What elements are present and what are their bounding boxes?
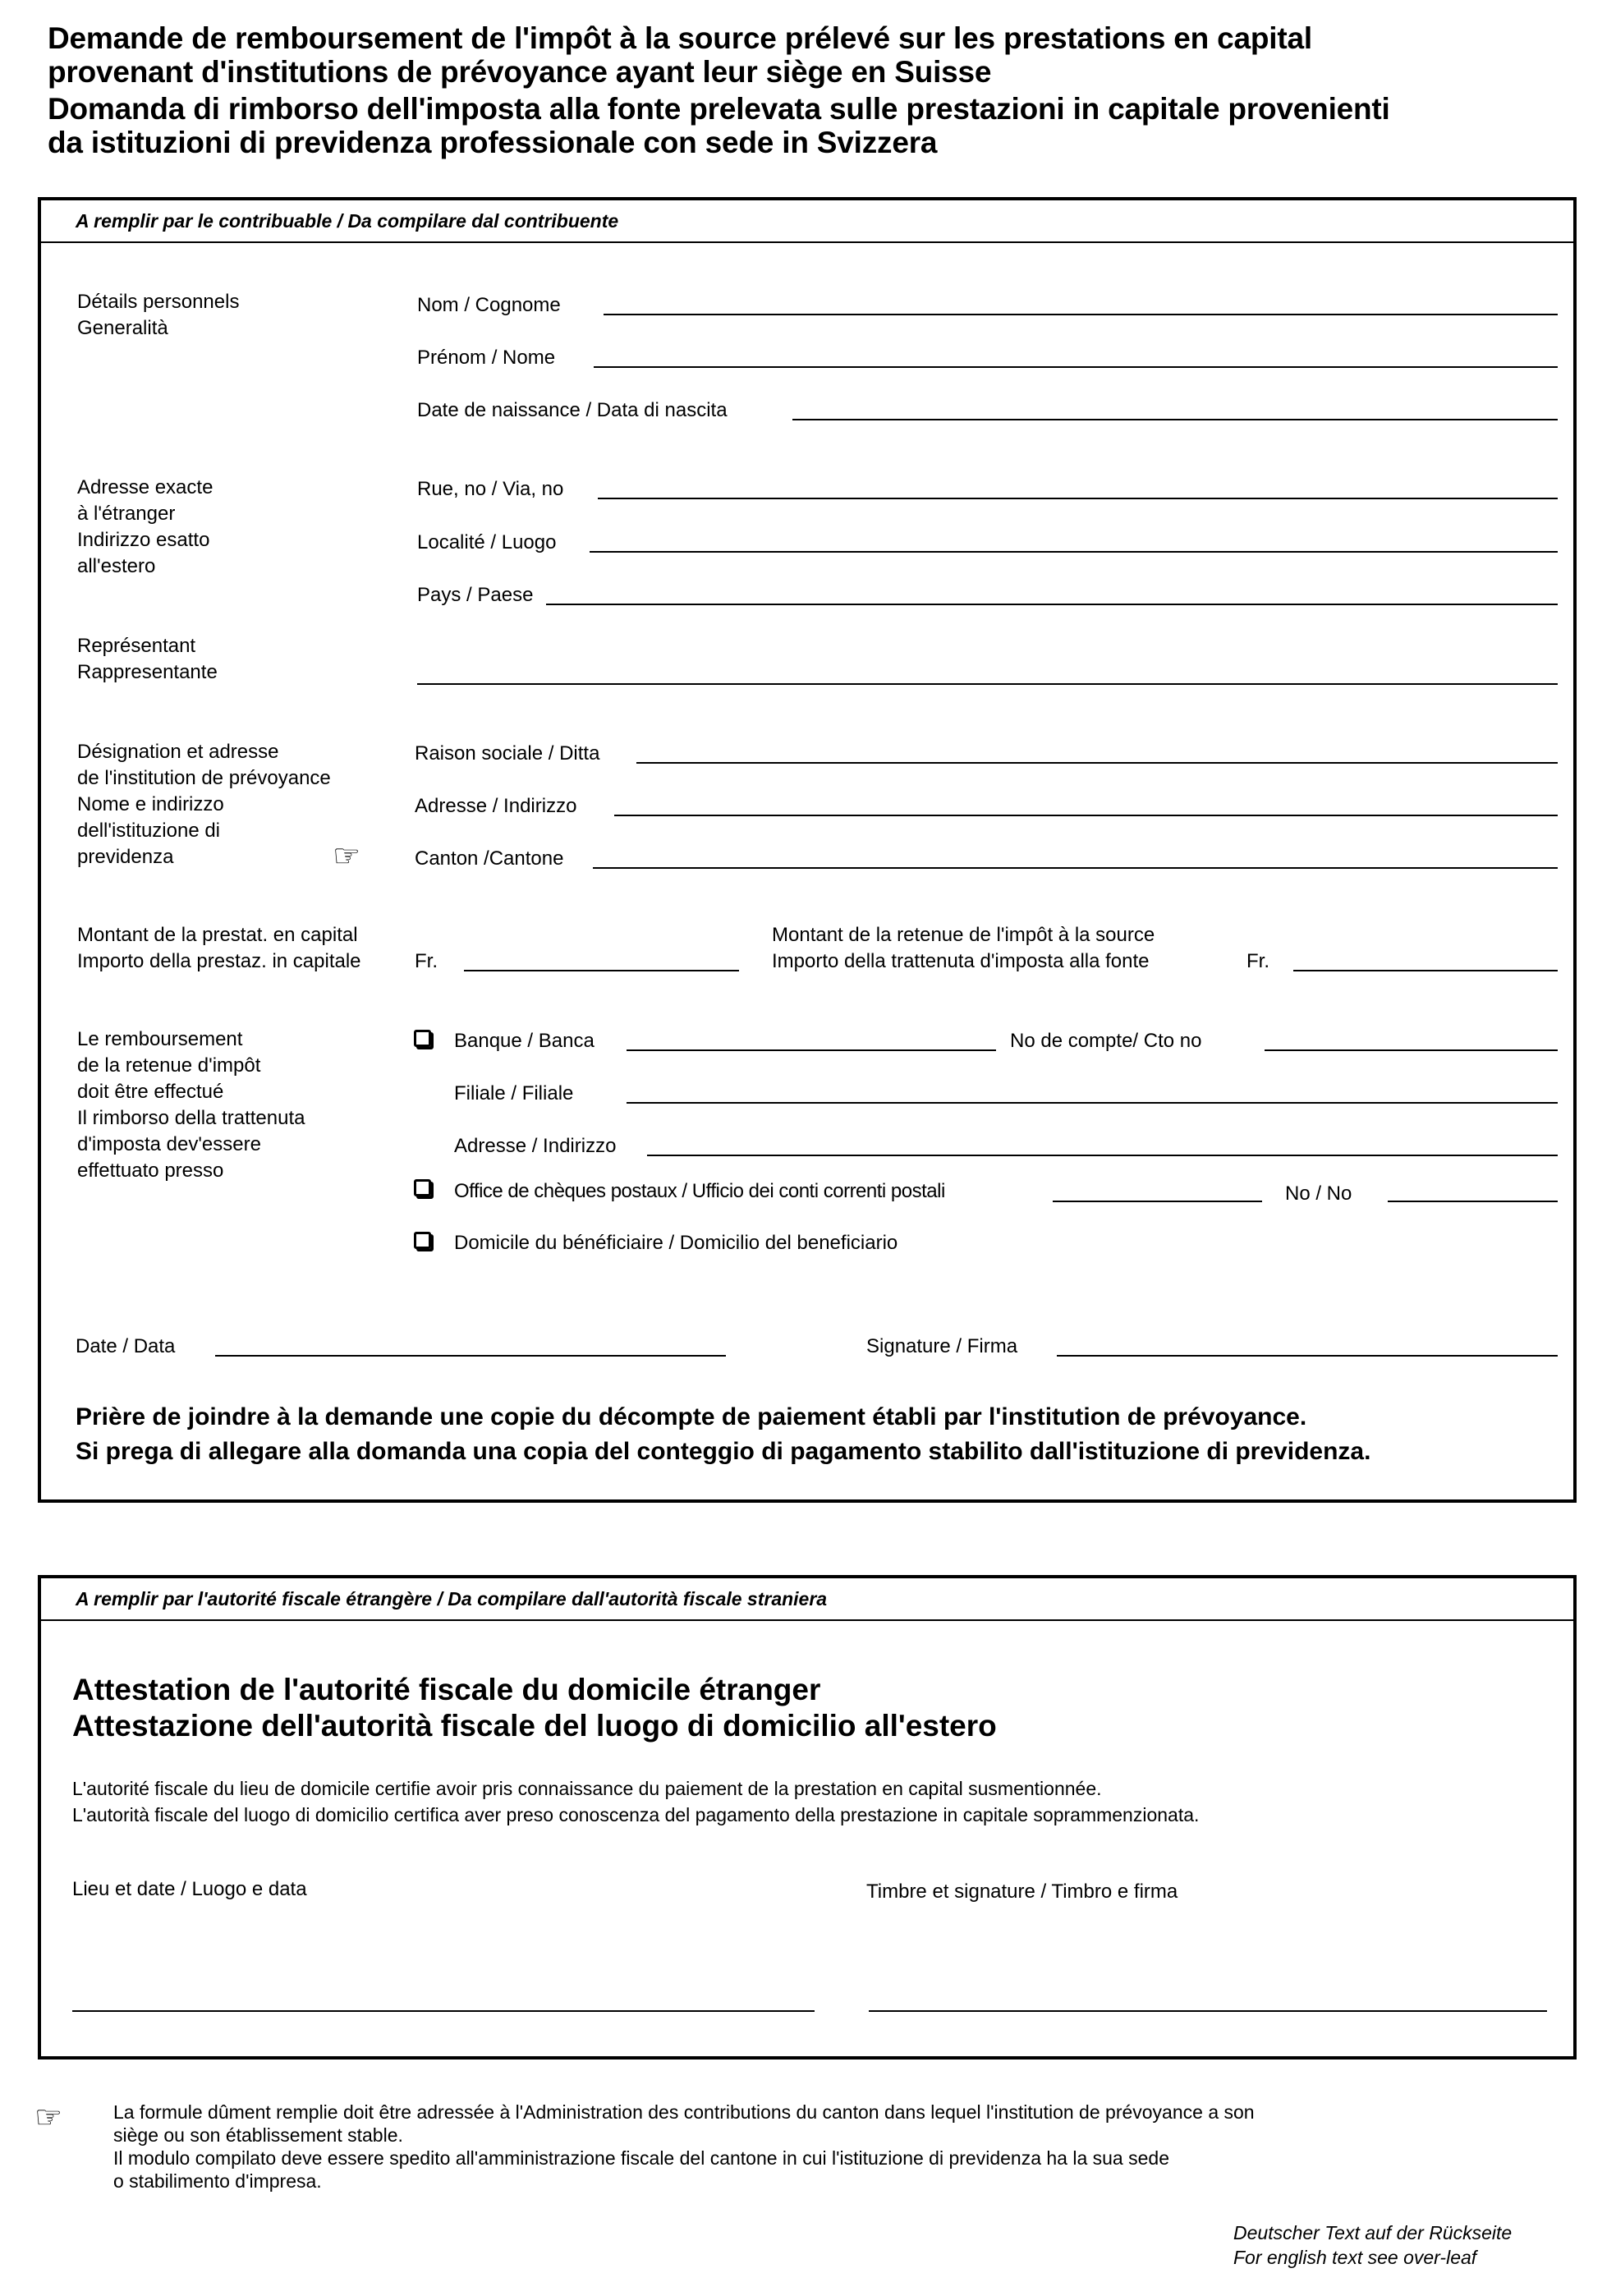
bank-label: Banque / Banca <box>454 1030 595 1052</box>
footer-it-line2: o stabilimento d'impresa. <box>113 2170 322 2192</box>
refund-label: Le remboursement de la retenue d'impôt doit être effectué Il rimborso della trattenuta d'imposta dev'essere effettuato presso <box>77 1028 305 1182</box>
representative-field[interactable] <box>417 683 1558 685</box>
attestation-text-fr: L'autorité fiscale du lieu de domicile certifie avoir pris connaissance du paiement de la prestation en capital susmentionnée. <box>72 1778 1102 1799</box>
account-label: No de compte/ Cto no <box>1010 1030 1202 1052</box>
form-title <box>48 21 1390 159</box>
attestation-title-it: Attestazione dell'autorità fiscale del luogo di domicilio all'estero <box>72 1709 997 1743</box>
tax-amount-field[interactable] <box>1293 970 1558 971</box>
tax-amount-label: Montant de la retenue de l'impôt à la source Importo della trattenuta d'imposta alla fonte <box>772 924 1155 972</box>
english-text-note: For english text see over-leaf <box>1233 2247 1477 2268</box>
canton-field[interactable] <box>593 867 1558 869</box>
country-label: Pays / Paese <box>417 584 534 606</box>
german-text-note: Deutscher Text auf der Rückseite <box>1233 2222 1513 2243</box>
stamp-signature-label: Timbre et signature / Timbro e firma <box>866 1880 1178 1903</box>
locality-label: Localité / Luogo <box>417 531 557 553</box>
attachment-note-fr: Prière de joindre à la demande une copie du décompte de paiement établi par l'institution de prévoyance. <box>76 1403 1307 1430</box>
domicile-label: Domicile du bénéficiaire / Domicilio del beneficiario <box>454 1232 898 1254</box>
footer-fr-line2: siège ou son établissement stable. <box>113 2124 403 2146</box>
street-label: Rue, no / Via, no <box>417 478 564 500</box>
stamp-signature-field[interactable] <box>869 2010 1547 2012</box>
taxpayer-section-header-text: A remplir par le contribuable / Da compilare dal contribuente <box>76 210 619 232</box>
domicile-checkbox[interactable] <box>414 1232 431 1249</box>
personal-details-label: Détails personnels Generalità <box>77 291 240 339</box>
tax-currency: Fr. <box>1246 950 1269 972</box>
bank-field[interactable] <box>627 1049 996 1051</box>
name-field[interactable] <box>604 314 1558 315</box>
institution-label: Désignation et adresse de l'institution de prévoyance Nome e indirizzo dell'istituzione di previdenza <box>77 741 331 868</box>
bank-checkbox[interactable] <box>414 1030 431 1047</box>
title-it-line1: Domanda di rimborso dell'imposta alla fonte prelevata sulle prestazioni in capitale provenienti <box>48 92 1390 126</box>
capital-amount-field[interactable] <box>464 970 739 971</box>
title-fr-line1: Demande de remboursement de l'impôt à la source prélevé sur les prestations en capital <box>48 21 1312 55</box>
firstname-label: Prénom / Nome <box>417 347 556 369</box>
company-label: Raison sociale / Ditta <box>415 742 600 765</box>
attestation-title-fr: Attestation de l'autorité fiscale du domicile étranger <box>72 1673 821 1706</box>
footer-fr-line1: La formule dûment remplie doit être adressée à l'Administration des contributions du canton dans lequel l'institution de prévoyance a son <box>113 2101 1255 2123</box>
pointing-hand-icon: ☞ <box>333 839 361 874</box>
representative-label: Représentant Rappresentante <box>77 635 218 683</box>
capital-amount-label: Montant de la prestat. en capital Importo della prestaz. in capitale <box>77 924 361 972</box>
date-label: Date / Data <box>76 1335 176 1357</box>
attachment-note-it: Si prega di allegare alla domanda una copia del conteggio di pagamento stabilito dall'istituzione di previdenza. <box>76 1438 1371 1465</box>
signature-label: Signature / Firma <box>866 1335 1018 1357</box>
account-field[interactable] <box>1265 1049 1558 1051</box>
date-field[interactable] <box>215 1355 726 1357</box>
postal-checkbox[interactable] <box>414 1179 431 1196</box>
bank-address-field[interactable] <box>647 1155 1558 1156</box>
firstname-field[interactable] <box>594 366 1558 368</box>
bank-address-label: Adresse / Indirizzo <box>454 1135 617 1157</box>
postal-label: Office de chèques postaux / Ufficio dei conti correnti postali <box>454 1180 945 1202</box>
pointing-hand-icon: ☞ <box>34 2101 63 2135</box>
postal-no-label: No / No <box>1285 1182 1352 1205</box>
authority-section-header <box>41 1578 1573 1621</box>
street-field[interactable] <box>598 498 1558 499</box>
authority-section-header-text: A remplir par l'autorité fiscale étrangère / Da compilare dall'autorità fiscale straniera <box>76 1588 828 1609</box>
taxpayer-section-header <box>41 200 1573 243</box>
postal-no-field[interactable] <box>1388 1201 1558 1202</box>
country-field[interactable] <box>546 604 1558 605</box>
title-it-line2: da istituzioni di previdenza professionale con sede in Svizzera <box>48 126 938 159</box>
address-abroad-label: Adresse exacte à l'étranger Indirizzo esatto all'estero <box>77 476 213 577</box>
branch-field[interactable] <box>627 1102 1558 1104</box>
canton-label: Canton /Cantone <box>415 847 564 870</box>
footer-it-line1: Il modulo compilato deve essere spedito all'amministrazione fiscale del cantone in cui l'istituzione di previdenza ha la sua sede <box>113 2147 1169 2169</box>
birthdate-label: Date de naissance / Data di nascita <box>417 399 728 421</box>
title-fr-line2: provenant d'institutions de prévoyance ayant leur siège en Suisse <box>48 55 992 89</box>
company-field[interactable] <box>636 762 1558 764</box>
signature-field[interactable] <box>1057 1355 1558 1357</box>
name-label: Nom / Cognome <box>417 294 561 316</box>
birthdate-field[interactable] <box>792 419 1558 420</box>
capital-currency: Fr. <box>415 950 438 972</box>
postal-field[interactable] <box>1053 1201 1262 1202</box>
institution-address-label: Adresse / Indirizzo <box>415 795 577 817</box>
institution-address-field[interactable] <box>614 815 1558 816</box>
branch-label: Filiale / Filiale <box>454 1082 574 1104</box>
place-date-label: Lieu et date / Luogo e data <box>72 1878 307 1900</box>
attestation-text-it: L'autorità fiscale del luogo di domicilio certifica aver preso conoscenza del pagamento della prestazione in capitale soprammenzionata. <box>72 1804 1200 1825</box>
locality-field[interactable] <box>590 551 1558 553</box>
place-date-field[interactable] <box>72 2010 815 2012</box>
